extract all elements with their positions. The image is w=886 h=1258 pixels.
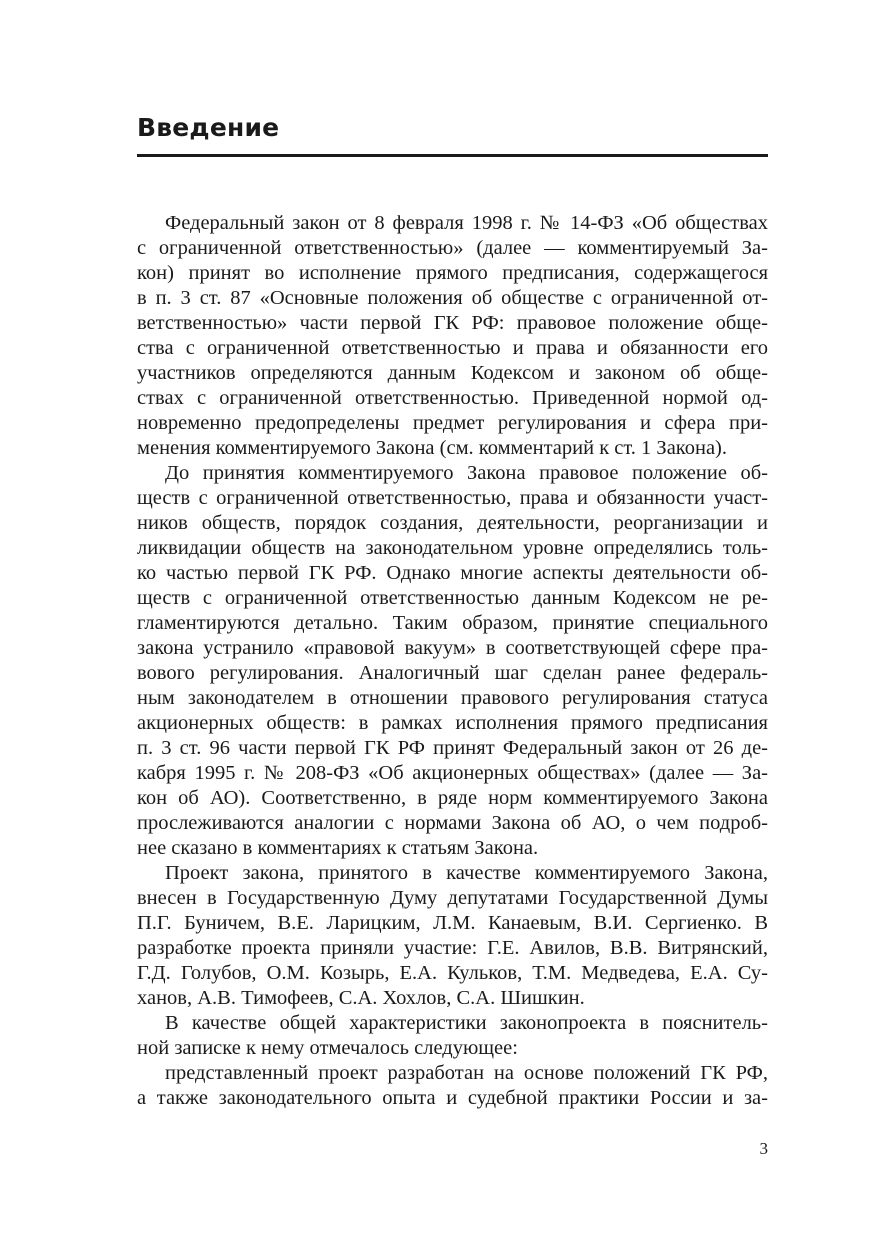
text-line: ществ с ограниченной ответственностью данным Кодексом не ре- xyxy=(137,587,768,609)
text-line: ников обществ, порядок создания, деятельности, реорганизации и xyxy=(137,512,768,534)
text-line: В качестве общей характеристики законопроекта в пояснитель- xyxy=(165,1012,768,1034)
text-line: вового регулирования. Аналогичный шаг сделан ранее федераль- xyxy=(137,662,768,684)
text-line: п. 3 ст. 96 части первой ГК РФ принят Федеральный закон от 26 де- xyxy=(137,737,768,759)
text-line: Проект закона, принятого в качестве комментируемого Закона, xyxy=(165,862,768,884)
text-line: ществ с ограниченной ответственностью, права и обязанности участ- xyxy=(137,487,768,509)
text-line: Г.Д. Голубов, О.М. Козырь, Е.А. Кульков, Т.М. Медведева, Е.А. Су- xyxy=(137,962,768,984)
text-line: кон об АО). Соответственно, в ряде норм комментируемого Закона xyxy=(137,787,768,809)
text-line: ства с ограниченной ответственностью и права и обязанности его xyxy=(137,337,768,359)
text-line: нее сказано в комментариях к статьям Закона. xyxy=(137,837,539,859)
text-line: ствах с ограниченной ответственностью. Приведенной нормой од- xyxy=(137,387,768,409)
text-line: ликвидации обществ на законодательном уровне определялись толь- xyxy=(137,537,768,559)
text-line: новременно предопределены предмет регулирования и сфера при- xyxy=(137,412,768,434)
text-line: прослеживаются аналогии с нормами Закона об АО, о чем подроб- xyxy=(137,812,768,834)
text-line: П.Г. Буничем, В.Е. Ларицким, Л.М. Канаевым, В.И. Сергиенко. В xyxy=(137,912,768,934)
text-line: менения комментируемого Закона (см. комментарий к ст. 1 Закона). xyxy=(137,437,727,459)
text-line: ханов, А.В. Тимофеев, С.А. Хохлов, С.А. Шишкин. xyxy=(137,987,585,1009)
text-line: в п. 3 ст. 87 «Основные положения об обществе с ограниченной от- xyxy=(137,287,768,309)
text-line: с ограниченной ответственностью» (далее — комментируемый За- xyxy=(137,237,768,259)
text-line: участников определяются данным Кодексом и законом об обще- xyxy=(137,362,768,384)
text-line: Федеральный закон от 8 февраля 1998 г. № 14-ФЗ «Об обществах xyxy=(165,212,768,234)
text-line: акционерных обществ: в рамках исполнения прямого предписания xyxy=(137,712,768,734)
text-line: ным законодателем в отношении правового регулирования статуса xyxy=(137,687,768,709)
title-underline xyxy=(137,154,768,157)
text-line: кабря 1995 г. № 208-ФЗ «Об акционерных обществах» (далее — За- xyxy=(137,762,768,784)
text-line: кон) принят во исполнение прямого предписания, содержащегося xyxy=(137,262,768,284)
text-line: внесен в Государственную Думу депутатами Государственной Думы xyxy=(137,887,768,909)
text-line: ко частью первой ГК РФ. Однако многие аспекты деятельности об- xyxy=(137,562,768,584)
text-line: До принятия комментируемого Закона правовое положение об- xyxy=(165,462,768,484)
page-number: 3 xyxy=(759,1139,768,1158)
page-title: Введение xyxy=(137,113,280,142)
text-line: ной записке к нему отмечалось следующее: xyxy=(137,1037,518,1059)
text-line: ветственностью» части первой ГК РФ: правовое положение обще- xyxy=(137,312,768,334)
body-text xyxy=(137,211,768,1111)
text-line: закона устранило «правовой вакуум» в соответствующей сфере пра- xyxy=(137,637,768,659)
text-line: представленный проект разработан на основе положений ГК РФ, xyxy=(165,1062,768,1084)
text-line: а также законодательного опыта и судебной практики России и за- xyxy=(137,1087,768,1109)
text-line: разработке проекта приняли участие: Г.Е. Авилов, В.В. Витрянский, xyxy=(137,937,768,959)
text-line: гламентируются детально. Таким образом, принятие специального xyxy=(137,612,768,634)
